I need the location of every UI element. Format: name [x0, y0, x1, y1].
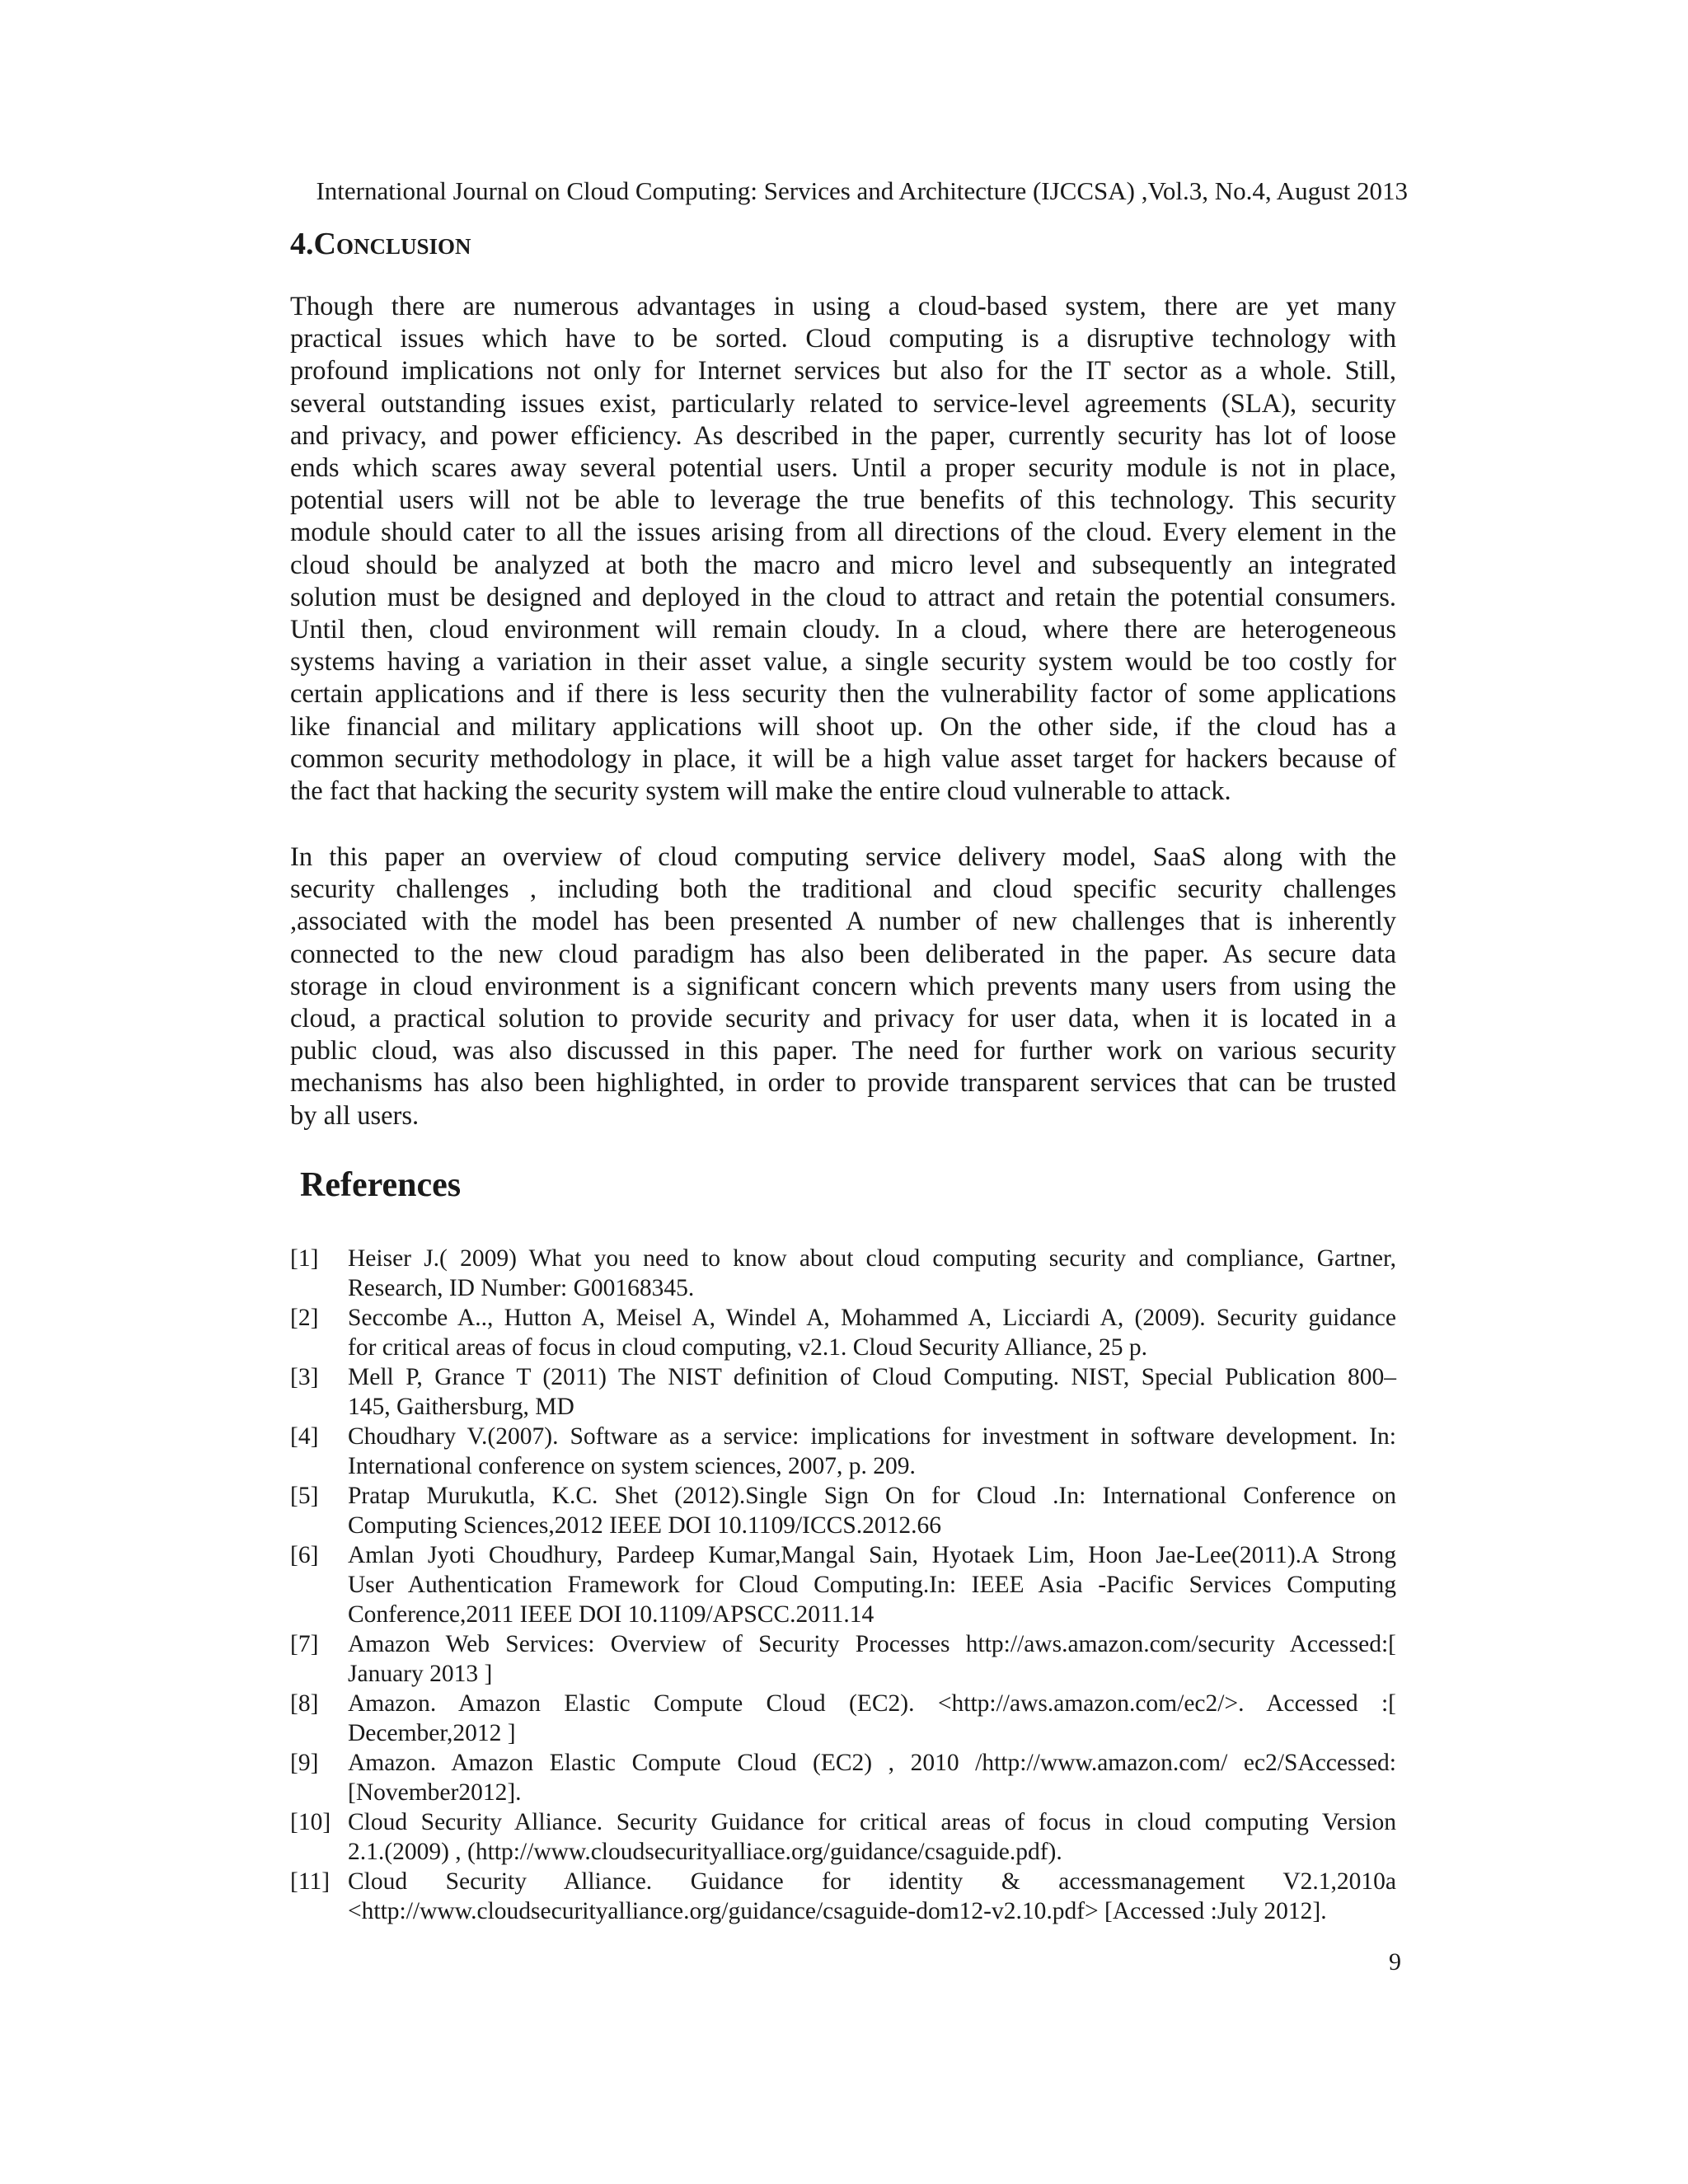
paragraph-line: certain applications and if there is less security then the vulnerability factor of some applications — [290, 679, 1396, 710]
reference-text — [348, 1362, 1396, 1422]
references-heading: References — [300, 1166, 462, 1204]
paragraph-line: cloud should be analyzed at both the macro and micro level and subsequently an integrated — [290, 550, 1396, 580]
section-title: Conclusion — [313, 227, 471, 261]
reference-line: Choudhary V.(2007). Software as a service: implications for investment in software development. In: — [348, 1423, 1396, 1450]
paragraph-line: and privacy, and power efficiency. As described in the paper, currently security has lot of loose — [290, 420, 1396, 451]
paragraph-line: the fact that hacking the security system will make the entire cloud vulnerable to attack. — [290, 776, 1231, 807]
reference-line: Amazon. Amazon Elastic Compute Cloud (EC2) , 2010 /http://www.amazon.com/ ec2/SAccessed: — [348, 1750, 1396, 1776]
reference-line: <http://www.cloudsecurityalliance.org/guidance/csaguide-dom12-v2.10.pdf> [Accessed :July 2012]. — [348, 1898, 1327, 1924]
reference-line: for critical areas of focus in cloud computing, v2.1. Cloud Security Alliance, 25 p. — [348, 1334, 1147, 1361]
paragraph-line: Until then, cloud environment will remain cloudy. In a cloud, where there are heterogeneous — [290, 615, 1396, 645]
paragraph-line: solution must be designed and deployed in the cloud to attract and retain the potential consumers. — [290, 582, 1396, 612]
reference-line: Amazon Web Services: Overview of Security Processes http://aws.amazon.com/security Accessed:[ — [348, 1631, 1396, 1657]
reference-line: Cloud Security Alliance. Guidance for identity & accessmanagement V2.1,2010a — [348, 1868, 1396, 1895]
reference-line: Research, ID Number: G00168345. — [348, 1275, 695, 1301]
paragraph-line: ,associated with the model has been presented A number of new challenges that is inherently — [290, 907, 1396, 937]
reference-line: 145, Gaithersburg, MD — [348, 1394, 574, 1420]
reference-item — [290, 1807, 1396, 1867]
reference-item — [290, 1540, 1396, 1629]
paragraph-line: cloud, a practical solution to provide security and privacy for user data, when it is located in a — [290, 1004, 1396, 1034]
reference-text — [348, 1748, 1396, 1807]
reference-number: [9] — [290, 1750, 319, 1776]
reference-line: December,2012 ] — [348, 1720, 516, 1746]
reference-line: International conference on system sciences, 2007, p. 209. — [348, 1453, 916, 1479]
paragraph-line: module should cater to all the issues arising from all directions of the cloud. Every element in the — [290, 518, 1396, 548]
reference-line: Computing Sciences,2012 IEEE DOI 10.1109/ICCS.2012.66 — [348, 1512, 941, 1539]
paragraph-line: storage in cloud environment is a significant concern which prevents many users from using the — [290, 971, 1396, 1001]
reference-item — [290, 1867, 1396, 1926]
reference-line: 2.1.(2009) , (http://www.cloudsecurityalliace.org/guidance/csaguide.pdf). — [348, 1839, 1062, 1865]
paragraph-line: security challenges , including both the traditional and cloud specific security challenges — [290, 874, 1396, 905]
reference-line: Mell P, Grance T (2011) The NIST definition of Cloud Computing. NIST, Special Publication 800– — [348, 1364, 1396, 1390]
reference-text — [348, 1807, 1396, 1867]
paragraph-line: several outstanding issues exist, particularly related to service-level agreements (SLA), security — [290, 388, 1396, 419]
reference-item — [290, 1422, 1396, 1481]
reference-number: [4] — [290, 1423, 319, 1450]
reference-number: [11] — [290, 1868, 331, 1895]
reference-line: Pratap Murukutla, K.C. Shet (2012).Single Sign On for Cloud .In: International Conference on — [348, 1483, 1396, 1509]
reference-number: [3] — [290, 1364, 319, 1390]
paragraph-line: by all users. — [290, 1100, 420, 1131]
reference-line: Heiser J.( 2009) What you need to know about cloud computing security and compliance, Gartner, — [348, 1245, 1396, 1272]
reference-text — [348, 1867, 1396, 1926]
reference-item — [290, 1362, 1396, 1422]
reference-text — [348, 1244, 1396, 1303]
reference-line: January 2013 ] — [348, 1661, 493, 1687]
reference-text — [348, 1422, 1396, 1481]
reference-number: [6] — [290, 1542, 319, 1568]
reference-item — [290, 1689, 1396, 1748]
paragraph-line: profound implications not only for Internet services but also for the IT sector as a whole. Still, — [290, 356, 1396, 387]
paragraph-line: practical issues which have to be sorted. Cloud computing is a disruptive technology with — [290, 324, 1396, 354]
reference-text — [348, 1303, 1396, 1362]
reference-item — [290, 1481, 1396, 1540]
reference-number: [1] — [290, 1245, 319, 1272]
paragraph-line: In this paper an overview of cloud computing service delivery model, SaaS along with the — [290, 842, 1396, 872]
reference-line: User Authentication Framework for Cloud Computing.In: IEEE Asia -Pacific Services Computing — [348, 1572, 1396, 1598]
paragraph-line: like financial and military applications will shoot up. On the other side, if the cloud has a — [290, 711, 1396, 742]
reference-line: [November2012]. — [348, 1779, 522, 1806]
reference-number: [7] — [290, 1631, 319, 1657]
reference-number: [8] — [290, 1690, 319, 1717]
reference-text — [348, 1629, 1396, 1689]
running-header: International Journal on Cloud Computing: Services and Architecture (IJCCSA) ,Vol.3, No.4, August 2013 — [316, 176, 1408, 205]
reference-line: Cloud Security Alliance. Security Guidance for critical areas of focus in cloud computing Version — [348, 1809, 1396, 1835]
reference-text — [348, 1689, 1396, 1748]
reference-number: [5] — [290, 1483, 319, 1509]
reference-text — [348, 1481, 1396, 1540]
paragraph-line: systems having a variation in their asset value, a single security system would be too costly for — [290, 647, 1396, 677]
reference-line: Amazon. Amazon Elastic Compute Cloud (EC2). <http://aws.amazon.com/ec2/>. Accessed :[ — [348, 1690, 1396, 1717]
reference-line: Amlan Jyoti Choudhury, Pardeep Kumar,Mangal Sain, Hyotaek Lim, Hoon Jae-Lee(2011).A Strong — [348, 1542, 1396, 1568]
reference-item — [290, 1748, 1396, 1807]
paragraph-line: Though there are numerous advantages in using a cloud-based system, there are yet many — [290, 292, 1396, 321]
section-number: 4. — [290, 227, 314, 261]
reference-text — [348, 1540, 1396, 1629]
reference-item — [290, 1303, 1396, 1362]
reference-number: [10] — [290, 1809, 331, 1835]
reference-line: Conference,2011 IEEE DOI 10.1109/APSCC.2011.14 — [348, 1601, 874, 1628]
reference-number: [2] — [290, 1305, 319, 1331]
reference-list — [290, 1244, 1396, 1926]
paragraph-line: mechanisms has also been highlighted, in order to provide transparent services that can be trusted — [290, 1068, 1396, 1099]
paragraph-line: potential users will not be able to leverage the true benefits of this technology. This security — [290, 485, 1396, 516]
conclusion-paragraph-2 — [290, 841, 1396, 1132]
reference-item — [290, 1629, 1396, 1689]
page-number: 9 — [1389, 1948, 1401, 1975]
conclusion-paragraph-1 — [290, 291, 1396, 808]
paragraph-line: ends which scares away several potential users. Until a proper security module is not in place, — [290, 453, 1396, 484]
paragraph-line: common security methodology in place, it will be a high value asset target for hackers because of — [290, 743, 1396, 774]
section-heading-conclusion — [290, 224, 471, 264]
paragraph-line: connected to the new cloud paradigm has also been deliberated in the paper. As secure data — [290, 939, 1396, 969]
reference-line: Seccombe A.., Hutton A, Meisel A, Windel A, Mohammed A, Licciardi A, (2009). Security guidance — [348, 1305, 1396, 1331]
reference-item — [290, 1244, 1396, 1303]
paragraph-line: public cloud, was also discussed in this paper. The need for further work on various security — [290, 1036, 1396, 1066]
